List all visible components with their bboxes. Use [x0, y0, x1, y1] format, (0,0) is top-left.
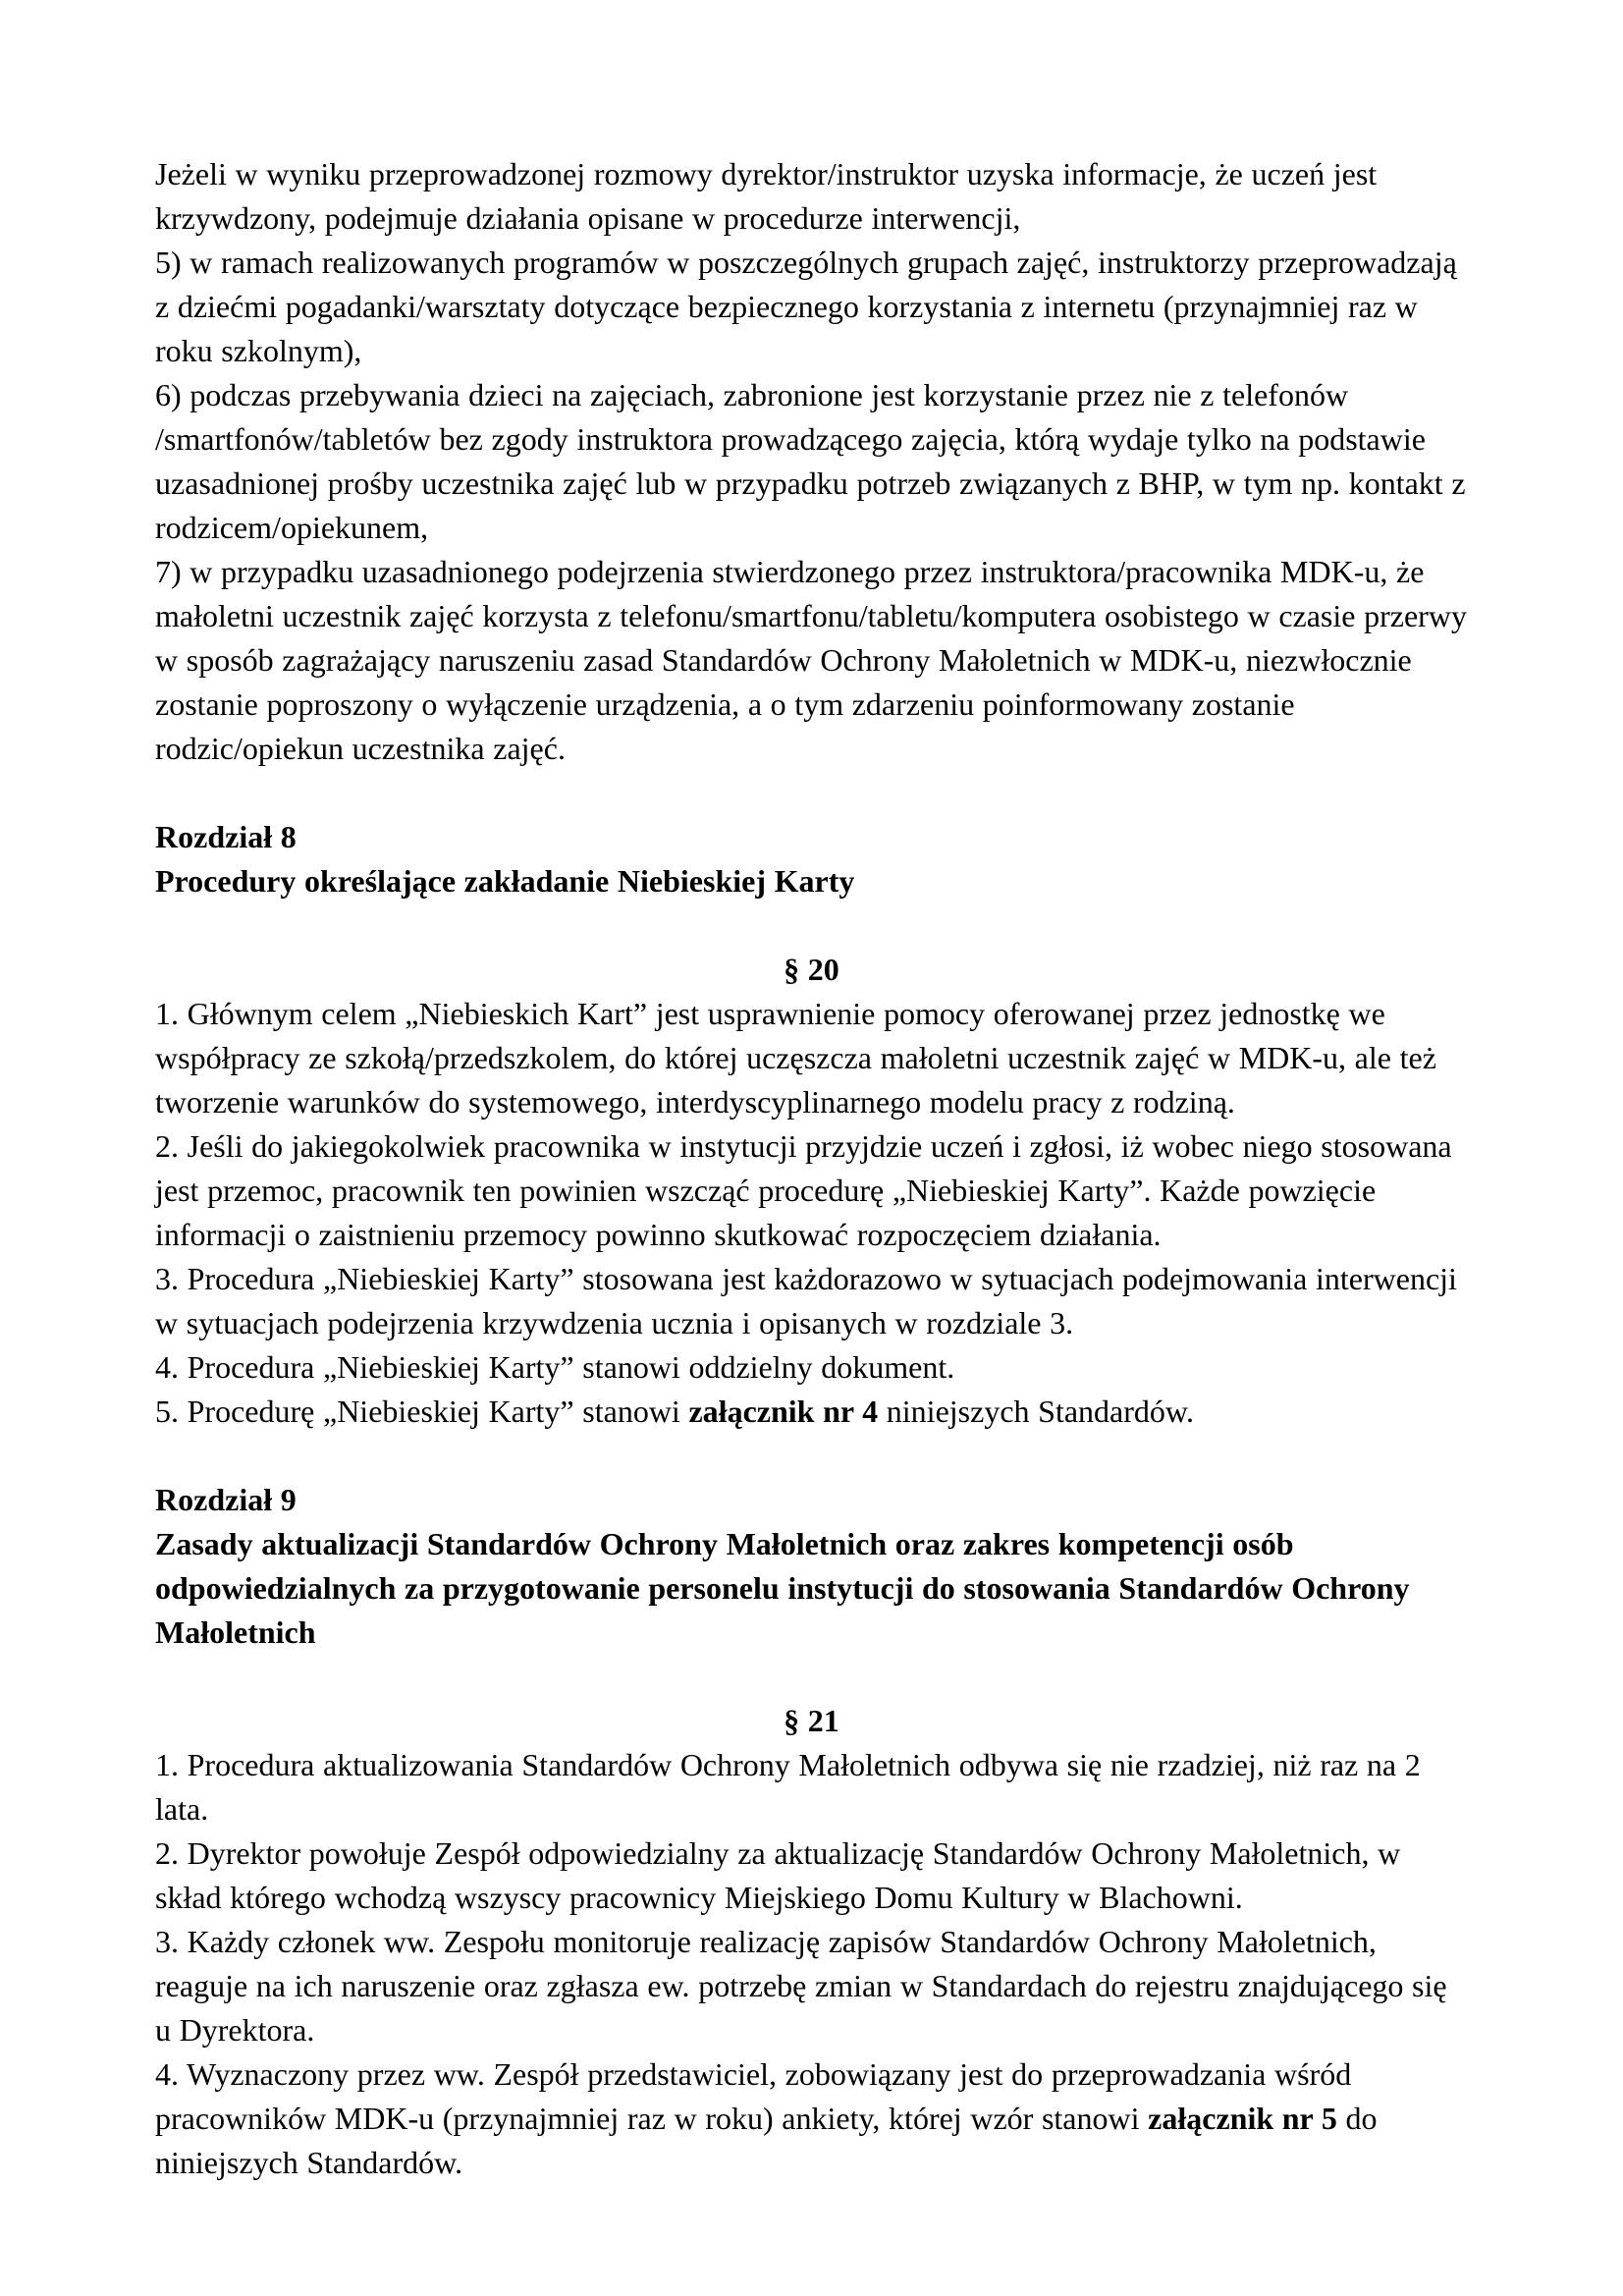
text-run: 3. Procedura „Niebieskiej Karty” stosowana jest każdorazowo w sytuacjach podejmowania interwencji w sytuacjach podejrzenia krzywdzenia ucznia i opisanych w rozdziale 3.	[155, 1261, 1457, 1340]
bold-text-run: Zasady aktualizacji Standardów Ochrony Małoletnich oraz zakres kompetencji osób odpowiedzialnych za przygotowanie personelu instytucji do stosowania Standardów Ochrony Małoletnich	[155, 1526, 1410, 1650]
paragraph	[155, 1257, 1468, 1345]
text-run: 6) podczas przebywania dzieci na zajęciach, zabronione jest korzystanie przez nie z telefonów /smartfonów/tabletów bez zgody instruktora prowadzącego zajęcia, którą wydaje tylko na podstawie uzasadnionej prośby uczestnika zajęć lub w przypadku potrzeb związanych z BHP, w tym np. kontakt z rodzicem/opiekunem,	[155, 377, 1466, 545]
bold-text-run: załącznik nr 4	[688, 1394, 879, 1429]
bold-text-run: załącznik nr 5	[1148, 2101, 1337, 2136]
text-run: 2. Dyrektor powołuje Zespół odpowiedzialny za aktualizację Standardów Ochrony Małoletnich, w skład którego wchodzą wszyscy pracownicy Miejskiego Domu Kultury w Blachowni.	[155, 1835, 1401, 1915]
paragraph	[155, 1920, 1468, 2052]
text-run: 4. Wyznaczony przez ww. Zespół przedstawiciel, zobowiązany jest do przeprowadzania wśród pracowników MDK-u (przynajmniej raz w roku) ankiety, której wzór stanowi	[155, 2056, 1352, 2136]
text-run: niniejszych Standardów.	[878, 1394, 1194, 1429]
bold-text-run: § 20	[784, 952, 839, 987]
paragraph	[155, 241, 1468, 373]
bold-text-run: Procedury określające zakładanie Niebieskiej Karty	[155, 863, 855, 899]
text-run: 3. Każdy członek ww. Zespołu monitoruje realizację zapisów Standardów Ochrony Małoletnich, reaguje na ich naruszenie oraz zgłasza ew. potrzebę zmian w Standardach do rejestru znajdującego się u Dyrektora.	[155, 1924, 1447, 2048]
paragraph	[155, 1124, 1468, 1257]
text-run: Jeżeli w wyniku przeprowadzonej rozmowy dyrektor/instruktor uzyska informacje, że uczeń jest krzywdzony, podejmuje działania opisane w procedurze interwencji,	[155, 156, 1378, 236]
text-run: 2. Jeśli do jakiegokolwiek pracownika w instytucji przyjdzie uczeń i zgłosi, iż wobec niego stosowana jest przemoc, pracownik ten powinien wszcząć procedurę „Niebieskiej Karty”. Każde powzięcie informacji o zaistnieniu przemocy powinno skutkować rozpoczęciem działania.	[155, 1128, 1452, 1252]
bold-text-run: Rozdział 9	[155, 1482, 297, 1517]
paragraph	[155, 373, 1468, 550]
paragraph	[155, 1831, 1468, 1920]
paragraph	[155, 992, 1468, 1124]
chapter-heading	[155, 1478, 1468, 1522]
chapter-heading	[155, 1522, 1468, 1655]
text-run: 5. Procedurę „Niebieskiej Karty” stanowi	[155, 1394, 689, 1429]
paragraph	[155, 1390, 1468, 1434]
text-run: 5) w ramach realizowanych programów w poszczególnych grupach zajęć, instruktorzy przeprowadzają z dziećmi pogadanki/warsztaty dotyczące bezpiecznego korzystania z internetu (przynajmniej raz w roku szkolnym),	[155, 245, 1457, 368]
chapter-heading	[155, 815, 1468, 859]
text-run: 1. Procedura aktualizowania Standardów Ochrony Małoletnich odbywa się nie rzadziej, niż raz na 2 lata.	[155, 1747, 1421, 1827]
text-run: 1. Głównym celem „Niebieskich Kart” jest usprawnienie pomocy oferowanej przez jednostkę we współpracy ze szkołą/przedszkolem, do której uczęszcza małoletni uczestnik zajęć w MDK-u, ale też tworzenie warunków do systemowego, interdyscyplinarnego modelu pracy z rodziną.	[155, 996, 1436, 1120]
section-heading	[155, 1699, 1468, 1743]
text-run: do niniejszych Standardów.	[155, 2101, 1378, 2180]
chapter-heading	[155, 859, 1468, 903]
bold-text-run: § 21	[784, 1703, 839, 1738]
paragraph	[155, 152, 1468, 241]
text-run: 7) w przypadku uzasadnionego podejrzenia stwierdzonego przez instruktora/pracownika MDK-u, że małoletni uczestnik zajęć korzysta z telefonu/smartfonu/tabletu/komputera osobistego w czasie przerwy w sposób zagrażający naruszeniu zasad Standardów Ochrony Małoletnich w MDK-u, niezwłocznie zostanie poproszony o wyłączenie urządzenia, a o tym zdarzeniu poinformowany zostanie rodzic/opiekun uczestnika zajęć.	[155, 554, 1467, 766]
section-heading	[155, 948, 1468, 992]
paragraph	[155, 1743, 1468, 1831]
paragraph	[155, 550, 1468, 771]
paragraph	[155, 1345, 1468, 1390]
text-run: 4. Procedura „Niebieskiej Karty” stanowi oddzielny dokument.	[155, 1349, 955, 1385]
bold-text-run: Rozdział 8	[155, 819, 297, 854]
paragraph	[155, 2052, 1468, 2185]
